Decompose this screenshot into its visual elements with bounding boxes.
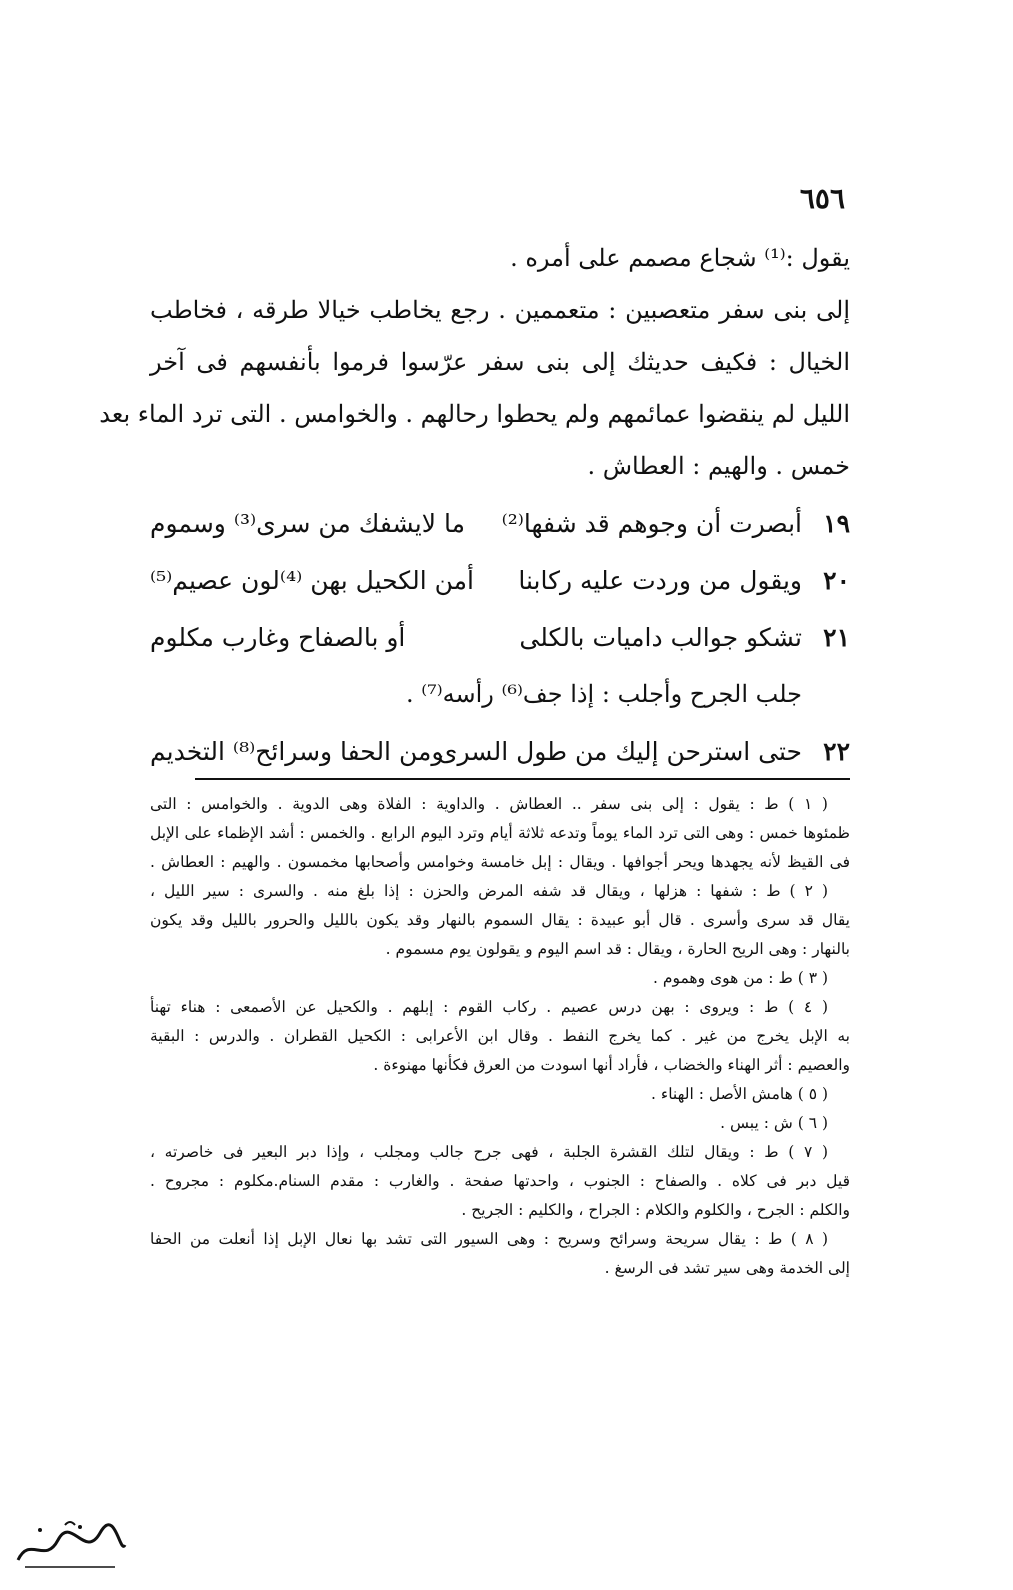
footnote-line: فى القيظ لأنه يجهدها ويحر أجوافها . ويقال : إبل خامسة وخوامس وأصحابها مخمسون . والهيم : العطاش . — [150, 853, 850, 871]
footnote-line: يقال قد سرى وأسرى . قال أبو عبيدة : يقال السموم بالنهار وقد يكون بالليل والحرور بالليل وقد يكون — [150, 911, 850, 929]
footnote-line: إلى الخدمة وهى سير تشد فى الرسغ . — [604, 1259, 850, 1277]
verse-first-hemistich: ويقول من وردت عليه ركابنا — [518, 566, 802, 595]
verse-number: ١٩ — [823, 509, 850, 538]
footnote-line: والكلم : الجرح ، والكلوم والكلام : الجراح ، والكليم : الجريح . — [461, 1201, 850, 1219]
verse-gloss: جلب الجرح وأجلب : إذا جف⁽⁶⁾ رأسه⁽⁷⁾ . — [405, 680, 802, 708]
footnote-line: ( ١ ) ط : يقول : إلى بنى سفر .. العطاش . والداوية : الفلاة وهى الدوية . والخوامس : التى — [150, 795, 828, 813]
verse-line — [150, 609, 850, 666]
verse-first-hemistich: أبصرت أن وجوهم قد شفها⁽²⁾ — [501, 509, 802, 538]
verse-second-hemistich: ومن الحفا وسرائح⁽⁸⁾ التخديم — [150, 737, 444, 766]
footnotes-block — [150, 790, 850, 1283]
library-stamp-logo — [10, 1515, 130, 1575]
verse-first-hemistich: حتى استرحن إليك من طول السرى — [437, 737, 802, 766]
footnote-line: ( ٢ ) ط : شفها : هزلها ، ويقال قد شفه المرض والحزن : إذا بلغ منه . والسرى : سير الليل ، — [150, 882, 828, 900]
verse-line — [150, 723, 850, 780]
footnote-line: ( ٨ ) ط : يقال سريحة وسرائح وسريح : وهى السيور التى تشد بها نعال الإبل إذا أنعلت من الحفا — [150, 1230, 828, 1248]
footnote-line: ظمئوها خمس : وهى التى ترد الماء يوماً وتدعه ثلاثة أيام وترد اليوم الرابع . والخمس : أشد الإظماء على الإبل — [150, 824, 850, 842]
commentary-line: يقول :⁽¹⁾ شجاع مصمم على أمره . — [510, 244, 850, 272]
verse-line — [150, 552, 850, 609]
footnote-line: ( ٦ ) ش : يبس . — [720, 1114, 828, 1132]
commentary-line: الخيال : فكيف حديثك إلى بنى سفر عرّسوا فرموا بأنفسهم فى آخر — [150, 348, 850, 376]
verse-number: ٢١ — [823, 623, 850, 652]
footnote-line: ( ٥ ) هامش الأصل : الهناء . — [651, 1085, 828, 1103]
footnote-line: والعصيم : أثر الهناء والخضاب ، فأراد أنها اسودت من العرق فكأنها مهنوءة . — [373, 1056, 850, 1074]
commentary-line: الليل لم ينقضوا عمائمهم ولم يحطوا رحالهم . والخوامس . التى ترد الماء بعد — [99, 400, 850, 428]
commentary-line: خمس . والهيم : العطاش . — [587, 452, 850, 480]
commentary-line: إلى بنى سفر متعصبين : متعممين . رجع يخاطب خيالا طرقه ، فخاطب — [150, 296, 850, 324]
verse-second-hemistich: ما لايشفك من سرى⁽³⁾ وسموم — [150, 509, 465, 538]
verse-number: ٢٠ — [823, 566, 850, 595]
verse-second-hemistich: أمن الكحيل بهن ⁽⁴⁾لون عصيم⁽⁵⁾ — [150, 566, 474, 595]
verse-second-hemistich: أو بالصفاح وغارب مكلوم — [150, 623, 406, 652]
footnote-divider — [195, 778, 850, 780]
footnote-line: ( ٤ ) ط : ويروى : بهن درس عصيم . ركاب القوم : إبلهم . والكحيل عن الأصمعى : هناء تهنأ — [150, 998, 828, 1016]
page-number: ٦٥٦ — [799, 182, 845, 215]
verse-first-hemistich: تشكو جوالب داميات بالكلى — [519, 623, 802, 652]
verses-block — [150, 495, 850, 780]
footnote-line: ( ٧ ) ط : ويقال لتلك القشرة الجلبة ، فهى جرح جالب ومجلب ، وإذا دبر البعير فى خاصرته ، — [150, 1143, 828, 1161]
commentary-block — [99, 232, 850, 492]
footnote-line: به الإبل يخرج من غير . كما يخرج النفط . وقال ابن الأعرابى : الكحيل القطران . والدرس : البقية — [150, 1027, 850, 1045]
footnote-line: ( ٣ ) ط : من هوى وهموم . — [653, 969, 828, 987]
footnote-line: بالنهار : وهى الريح الحارة ، ويقال : قد اسم اليوم و يقولون يوم مسموم . — [385, 940, 850, 958]
verse-line — [150, 495, 850, 552]
verse-number: ٢٢ — [823, 737, 850, 766]
footnote-line: قيل دبر فى كلاه . والصفاح : الجنوب ، واحدتها صفحة . والغارب : مقدم السنام.مكلوم : مجروح . — [150, 1172, 850, 1190]
